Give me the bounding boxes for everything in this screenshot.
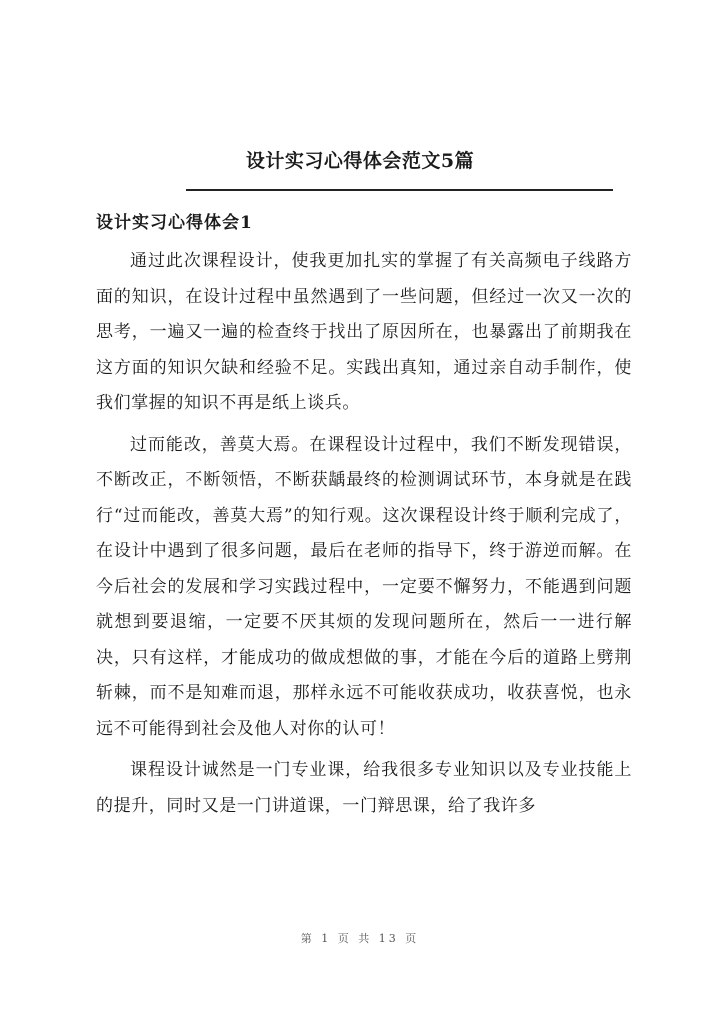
document-title: 设计实习心得体会范文5篇 bbox=[245, 150, 475, 172]
document-body bbox=[96, 244, 632, 830]
paragraph: 过而能改，善莫大焉。在课程设计过程中，我们不断发现错误，不断改正，不断领悟，不断获龋最终的检测调试环节，本身就是在践行“过而能改，善莫大焉”的知行观。这次课程设计终于顺利完成了，在设计中遇到了很多问题，最后在老师的指导下，终于游逆而解。在今后社会的发展和学习实践过程中，一定要不懈努力，不能遇到问题就想到要退缩，一定要不厌其烦的发现问题所在，然后一一进行解决，只有这样，才能成功的做成想做的事，才能在今后的道路上劈荆斩棘，而不是知难而退，那样永远不可能收获成功，收获喜悦，也永远不可能得到社会及他人对你的认可！ bbox=[96, 434, 632, 739]
title-underline bbox=[186, 189, 613, 191]
page-footer: 第 1 页 共 13 页 bbox=[300, 932, 420, 945]
paragraph: 通过此次课程设计，使我更加扎实的掌握了有关高频电子线路方面的知识，在设计过程中虽然遇到了一些问题，但经过一次又一次的思考，一遍又一遍的检查终于找出了原因所在，也暴露出了前期我在这方面的知识欠缺和经验不足。实践出真知，通过亲自动手制作，使我们掌握的知识不再是纸上谈兵。 bbox=[96, 251, 632, 413]
section-heading: 设计实习心得体会1 bbox=[96, 213, 253, 233]
paragraph: 课程设计诚然是一门专业课，给我很多专业知识以及专业技能上的提升，同时又是一门讲道课，一门辩思课，给了我许多 bbox=[96, 760, 632, 816]
